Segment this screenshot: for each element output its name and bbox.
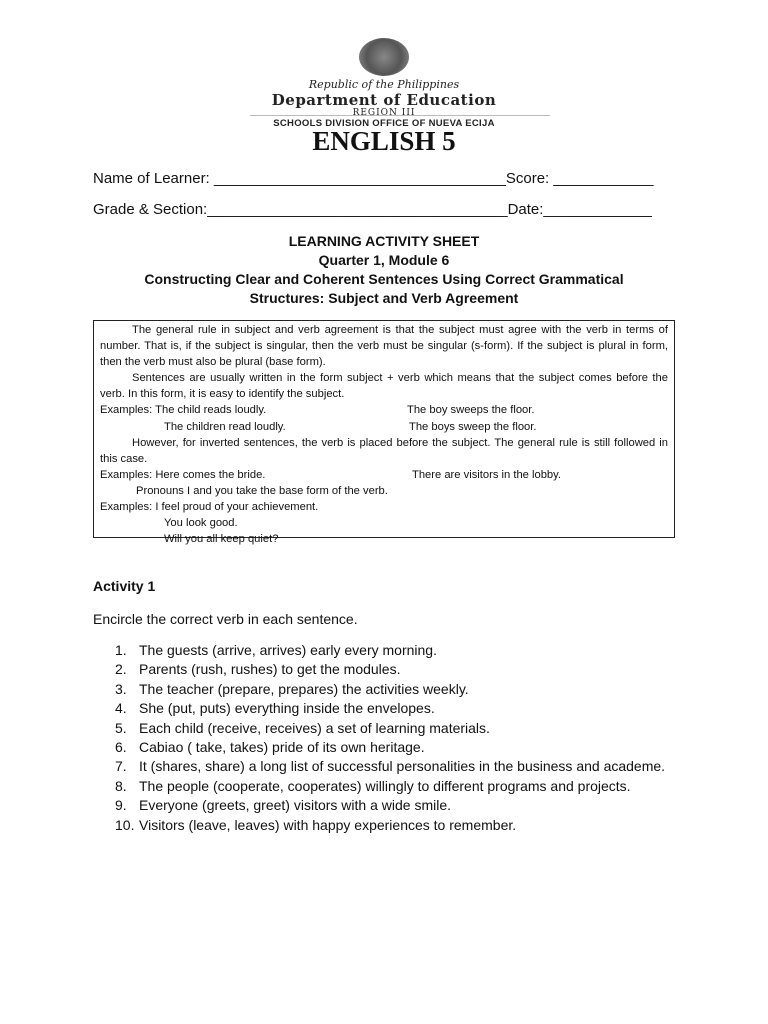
item-text: She (put, puts) everything inside the envelopes. (139, 700, 435, 717)
item-number: 5. (115, 719, 127, 736)
item-text: The teacher (prepare, prepares) the activities weekly. (139, 680, 469, 697)
item-number: 1. (115, 642, 127, 658)
deped-seal-icon (359, 38, 409, 76)
activity-title: Activity 1 (93, 578, 156, 594)
list-item (115, 660, 675, 679)
example-row-5 (100, 515, 668, 531)
list-item (115, 777, 675, 796)
example-text: Will you all keep quiet? (164, 533, 279, 546)
region-line: REGION III (352, 108, 416, 118)
list-item (115, 719, 675, 738)
item-number: 4. (115, 700, 127, 717)
sheet-heading (93, 232, 675, 308)
rule-paragraph-1: The general rule in subject and verb agreement is that the subject must agree with the verb in terms of number. That is, if the subject is singular, then the verb must be singular (s-form). If the subject is plural in form, then the verb must also be plural (base form). (100, 324, 668, 369)
list-item (115, 757, 675, 776)
activity-list (115, 641, 675, 835)
item-text: It (shares, share) a long list of successful personalities in the business and academe. (139, 758, 666, 775)
example-text: Examples: Here comes the bride. (100, 468, 266, 481)
quarter-module: Quarter 1, Module 6 (318, 252, 450, 268)
lesson-title-line2: Structures: Subject and Verb Agreement (249, 290, 519, 306)
lesson-title-line1: Constructing Clear and Coherent Sentences Using Correct Grammatical (144, 271, 624, 287)
example-text: The boys sweep the floor. (409, 420, 537, 433)
list-item (115, 816, 675, 835)
republic-line: Republic of the Philippines (308, 78, 460, 91)
example-text: There are visitors in the lobby. (412, 468, 562, 481)
item-number: 10. (115, 816, 135, 833)
item-text: Parents (rush, rushes) to get the modules. (139, 661, 401, 678)
list-item (115, 796, 675, 815)
division-line: SCHOOLS DIVISION OFFICE OF NUEVA ECIJA (273, 118, 495, 129)
rule-paragraph-2: Sentences are usually written in the form subject + verb which means that the subject comes before the verb. In this form, it is easy to identify the subject. (100, 372, 668, 401)
rule-box (93, 320, 675, 546)
example-row-3 (100, 467, 668, 483)
item-number: 7. (115, 758, 127, 775)
list-item (115, 680, 675, 699)
activity-instruction: Encircle the correct verb in each sentence. (93, 611, 358, 627)
score-field[interactable]: Score: ____________ (505, 170, 654, 187)
header-divider (250, 115, 550, 116)
example-text: The children read loudly. (164, 420, 286, 433)
item-text: Visitors (leave, leaves) with happy experiences to remember. (139, 816, 517, 833)
example-row-4 (100, 499, 668, 515)
item-number: 3. (115, 680, 127, 697)
example-row-1 (100, 402, 668, 418)
date-field[interactable]: Date:_____________ (507, 201, 652, 218)
item-text: The guests (arrive, arrives) early every morning. (139, 642, 437, 658)
item-text: Each child (receive, receives) a set of learning materials. (139, 719, 490, 736)
name-of-learner-field[interactable]: Name of Learner: ___________________________________ (93, 170, 506, 187)
example-row-2 (100, 419, 668, 435)
item-number: 9. (115, 797, 127, 814)
grade-section-field[interactable]: Grade & Section:____________________________________ (93, 201, 508, 218)
example-text: Examples: The child reads loudly. (100, 404, 267, 417)
example-row-6 (100, 531, 668, 547)
item-text: Everyone (greets, greet) visitors with a wide smile. (139, 797, 451, 814)
grade-row (93, 201, 652, 218)
example-text: The boy sweeps the floor. (407, 404, 535, 417)
item-number: 2. (115, 661, 127, 678)
list-item (115, 641, 675, 660)
item-text: The people (cooperate, cooperates) willingly to different programs and projects. (139, 777, 631, 794)
item-text: Cabiao ( take, takes) pride of its own heritage. (139, 739, 425, 756)
page-title: ENGLISH 5 (312, 126, 456, 156)
rule-paragraph-4: Pronouns I and you take the base form of the verb. (136, 484, 388, 497)
list-item (115, 738, 675, 757)
rule-paragraph-3: However, for inverted sentences, the verb is placed before the subject. The general rule is still followed in this case. (100, 436, 668, 465)
item-number: 6. (115, 739, 127, 756)
item-number: 8. (115, 777, 127, 794)
sheet-type: LEARNING ACTIVITY SHEET (288, 233, 480, 249)
name-row (93, 170, 654, 187)
list-item (115, 699, 675, 718)
department-line: Department of Education (271, 91, 497, 109)
example-text: Examples: I feel proud of your achievement. (100, 501, 319, 514)
example-text: You look good. (164, 517, 238, 530)
